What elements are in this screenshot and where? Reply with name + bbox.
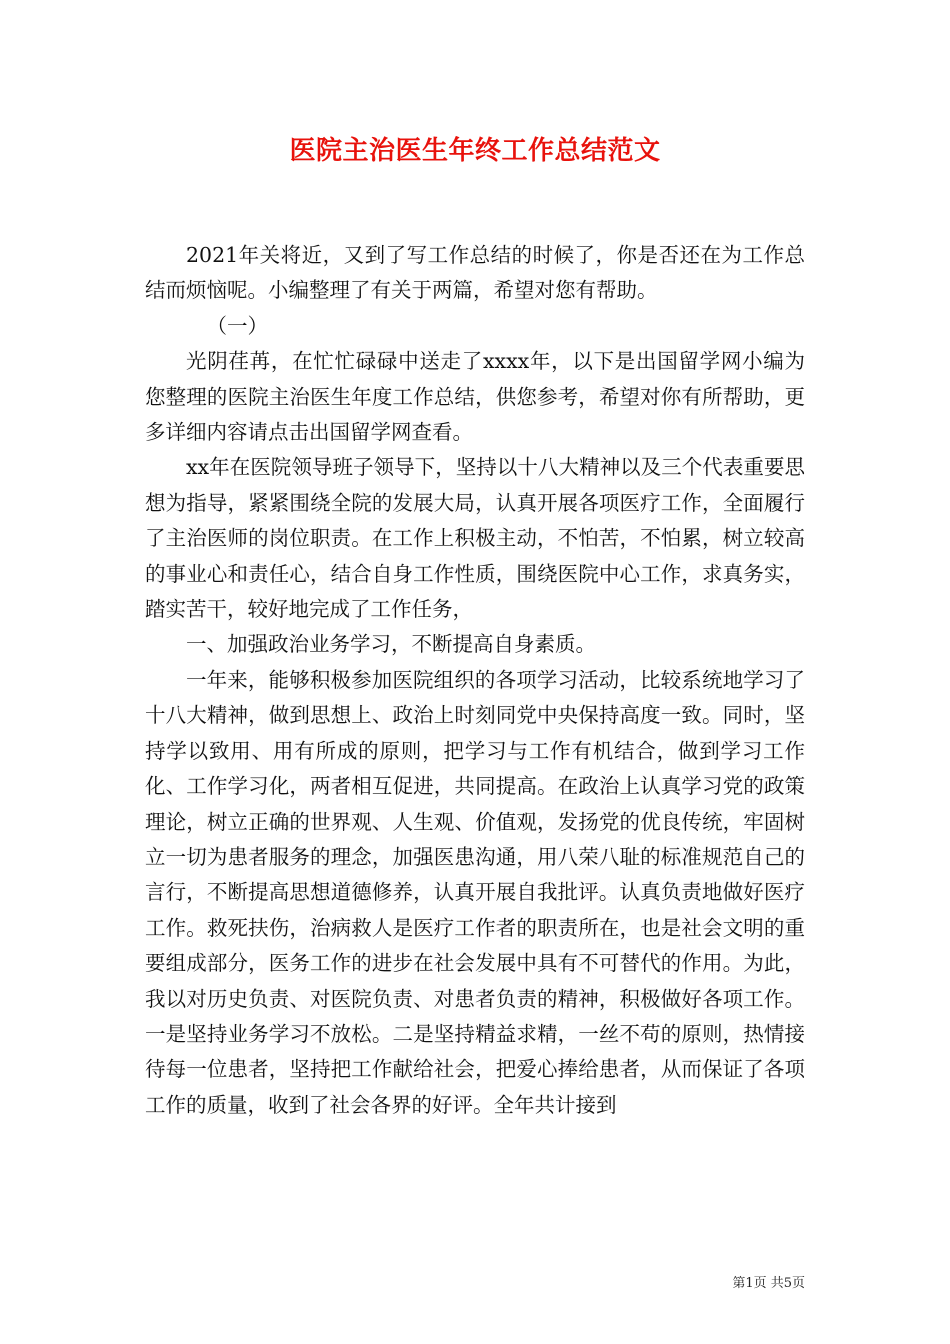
document-title: 医院主治医生年终工作总结范文 <box>289 136 661 166</box>
section-marker: （一） <box>206 313 268 338</box>
paragraph-body: 一年来，能够积极参加医院组织的各项学习活动，比较系统地学习了十八大精神，做到思想上、政治上时刻同党中央保持高度一致。同时，坚持学以致用、用有所成的原则，把学习与工作有机结合，做到学习工作化、工作学习化，两者相互促进，共同提高。在政治上认真学习党的政策理论，树立正确的世界观、人生观、价值观，发扬党的优良传统，牢固树立一切为患者服务的理念，加强医患沟通，用八荣八耻的标准规范自己的言行，不断提高思想道德修养，认真开展自我批评。认真负责地做好医疗工作。救死扶伤，治病救人是医疗工作者的职责所在，也是社会文明的重要组成部分，医务工作的进步在社会发展中具有不可替代的作用。为此，我以对历史负责、对医院负责、对患者负责的精神，积极做好各项工作。一是坚持业务学习不放松。二是坚持精益求精，一丝不苟的原则，热情接待每一位患者，坚持把工作献给社会，把爱心捧给患者，从而保证了各项工作的质量，收到了社会各界的好评。全年共计接到 <box>145 667 805 1117</box>
section-heading: 一、加强政治业务学习，不断提高自身素质。 <box>186 632 596 657</box>
page-number: 第1页 共5页 <box>732 1276 805 1291</box>
paragraph-preface: 光阴荏苒，在忙忙碌碌中送走了xxxx年，以下是出国留学网小编为您整理的医院主治医生年度工作总结，供您参考，希望对你有所帮助，更多详细内容请点击出国留学网查看。 <box>145 349 805 445</box>
paragraph-overview: xx年在医院领导班子领导下，坚持以十八大精神以及三个代表重要思想为指导，紧紧围绕全院的发展大局，认真开展各项医疗工作，全面履行了主治医师的岗位职责。在工作上积极主动，不怕苦，不怕累，树立较高的事业心和责任心，结合自身工作性质，围绕医院中心工作，求真务实，踏实苦干，较好地完成了工作任务， <box>145 455 805 622</box>
document-body <box>145 238 805 1123</box>
paragraph-intro: 2021年关将近，又到了写工作总结的时候了，你是否还在为工作总结而烦恼呢。小编整理了有关于两篇，希望对您有帮助。 <box>145 243 805 303</box>
